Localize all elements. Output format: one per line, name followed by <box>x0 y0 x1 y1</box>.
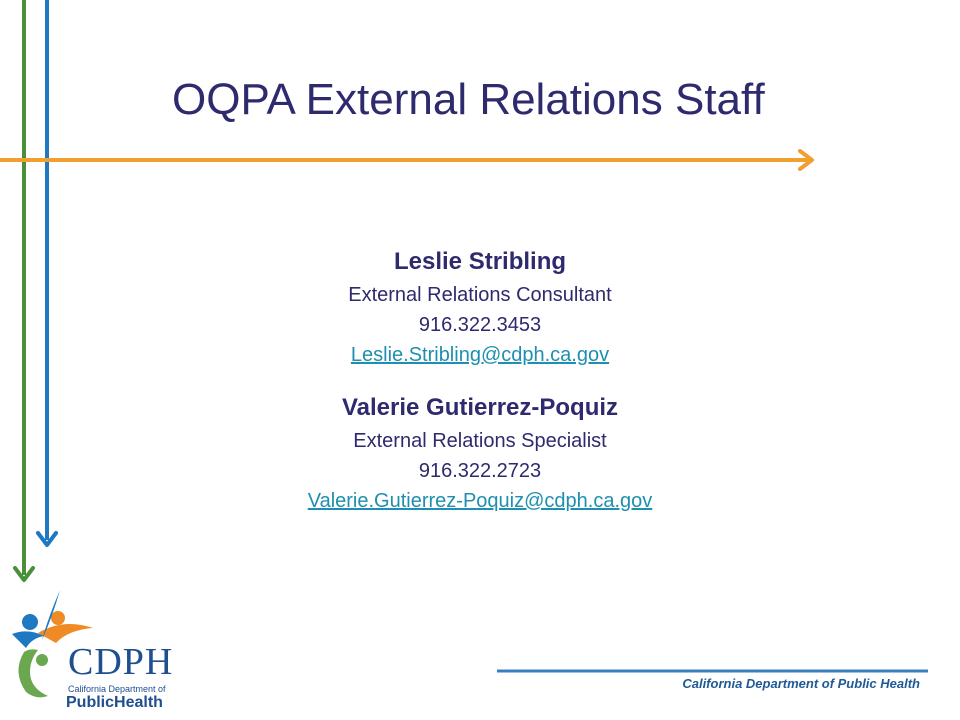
logo-wordmark: CDPH <box>68 641 174 683</box>
contact-email-link[interactable]: Valerie.Gutierrez-Poquiz@cdph.ca.gov <box>307 490 653 512</box>
contact-email-link[interactable]: Leslie.Stribling@cdph.ca.gov <box>350 344 610 366</box>
contact-role: External Relations Specialist <box>353 430 607 452</box>
contact-phone: 916.322.3453 <box>418 314 542 336</box>
footer-text: California Department of Public Health <box>682 676 920 691</box>
contact-name: Leslie Stribling <box>393 248 567 275</box>
contact-name: Valerie Gutierrez-Poquiz <box>341 394 619 421</box>
slide-title: OQPA External Relations Staff <box>172 75 765 124</box>
cdph-logo <box>8 588 176 714</box>
logo-health: Health <box>114 694 163 711</box>
logo-subtitle: California Department of <box>68 684 166 694</box>
contact-card <box>180 390 780 516</box>
contact-list <box>180 244 780 536</box>
logo-public-health <box>66 694 163 712</box>
logo-public: Public <box>66 694 115 711</box>
contact-phone: 916.322.2723 <box>418 460 542 482</box>
contact-card <box>180 244 780 370</box>
contact-role: External Relations Consultant <box>348 284 612 306</box>
